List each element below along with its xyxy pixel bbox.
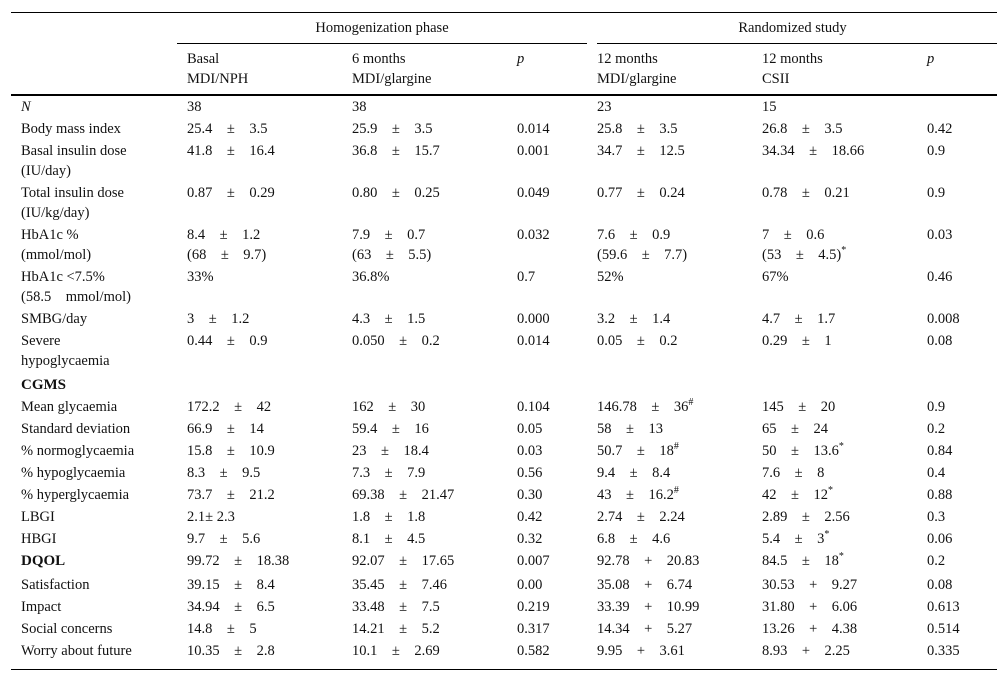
- table-cell: [762, 141, 864, 161]
- table-cell: [187, 507, 235, 527]
- table-cell-value: 43 ± 16.2: [597, 487, 674, 503]
- table-cell-value: 0.2: [927, 421, 946, 437]
- table-cell: [762, 463, 824, 483]
- table-cell-value: 0.56: [517, 465, 543, 481]
- table-cell-value: 23: [597, 99, 612, 115]
- table-cell-value: 33.48 ± 7.5: [352, 599, 440, 615]
- table-cell: [352, 141, 440, 161]
- table-cell-value: 0.335: [927, 643, 960, 659]
- table-cell: [927, 419, 945, 439]
- table-cell-value: 0.000: [517, 311, 550, 327]
- table-cell-value: 7.6 ± 8: [762, 465, 825, 481]
- table-cell: [597, 641, 685, 661]
- table-cell: [762, 641, 850, 661]
- table-cell: [597, 309, 670, 329]
- table-cell: [762, 245, 846, 265]
- row-label: SMBG/day: [21, 311, 88, 327]
- row-label: N: [21, 99, 31, 115]
- header-bottom-rule: [11, 94, 997, 96]
- footnote-marker: *: [841, 245, 847, 257]
- table-cell-value: 59.4 ± 16: [352, 421, 429, 437]
- table-cell-value: 34.94 ± 6.5: [187, 599, 275, 615]
- row-label: Severe: [21, 333, 61, 349]
- table-cell: [927, 141, 945, 161]
- table-cell: [927, 641, 960, 661]
- table-cell-value: 52%: [597, 269, 624, 285]
- table-cell: [597, 551, 699, 571]
- table-cell: [517, 419, 542, 439]
- footnote-marker: #: [673, 441, 679, 453]
- table-cell: [927, 267, 952, 287]
- table-cell: [352, 529, 425, 549]
- table-cell: [927, 575, 952, 595]
- table-cell-value: 15.8 ± 10.9: [187, 443, 275, 459]
- table-cell: [597, 245, 687, 265]
- table-cell: [352, 309, 425, 329]
- table-cell-value: 0.9: [927, 143, 946, 159]
- table-cell-value: 30.53 + 9.27: [762, 577, 858, 593]
- row-label: Standard deviation: [21, 421, 131, 437]
- table-cell: [517, 441, 542, 461]
- table-cell-value: 34.34 ± 18.66: [762, 143, 865, 159]
- table-cell: [187, 245, 266, 265]
- table-cell: [187, 529, 260, 549]
- column-header-4-line1: 12 months: [597, 51, 658, 67]
- row-label: (IU/day): [21, 163, 71, 179]
- table-bottom-rule: [11, 669, 997, 670]
- table-cell-value: 7.6 ± 0.9: [597, 227, 671, 243]
- table-cell: [597, 141, 685, 161]
- row-label: % hypoglycaemia: [21, 465, 126, 481]
- table-cell-value: 35.45 ± 7.46: [352, 577, 447, 593]
- table-cell: [597, 485, 679, 505]
- table-cell-value: 6.8 ± 4.6: [597, 531, 671, 547]
- table-cell-value: 0.008: [927, 311, 960, 327]
- row-label: hypoglycaemia: [21, 353, 110, 369]
- table-cell-value: 14.34 + 5.27: [597, 621, 693, 637]
- table-cell-value: 0.514: [927, 621, 960, 637]
- row-label: Impact: [21, 599, 62, 615]
- table-cell: [517, 397, 550, 417]
- table-cell: [597, 267, 624, 287]
- table-cell-value: 10.35 ± 2.8: [187, 643, 275, 659]
- table-cell: [352, 245, 431, 265]
- table-cell: [927, 485, 952, 505]
- table-cell: [187, 597, 275, 617]
- column-header-1-line2: MDI/NPH: [187, 71, 249, 87]
- table-cell-value: 0.4: [927, 465, 946, 481]
- table-cell: [762, 485, 833, 505]
- row-label: HbA1c %: [21, 227, 79, 243]
- table-cell-value: 0.104: [517, 399, 550, 415]
- row-label: Body mass index: [21, 121, 121, 137]
- table-cell: [762, 507, 850, 527]
- row-label: Mean glycaemia: [21, 399, 118, 415]
- table-cell-value: 7 ± 0.6: [762, 227, 825, 243]
- table-cell: [762, 225, 824, 245]
- row-label: CGMS: [21, 377, 66, 393]
- table-cell-value: (68 ± 9.7): [187, 247, 267, 263]
- table-cell-value: 0.42: [927, 121, 953, 137]
- table-cell: [352, 619, 440, 639]
- group-rule-randomized: [597, 43, 997, 44]
- table-cell-value: 8.1 ± 4.5: [352, 531, 426, 547]
- table-cell-value: 10.1 ± 2.69: [352, 643, 440, 659]
- table-cell: [762, 331, 832, 351]
- table-cell: [927, 597, 960, 617]
- footnote-marker: *: [838, 441, 844, 453]
- table-cell-value: 0.32: [517, 531, 543, 547]
- table-cell: [762, 183, 850, 203]
- table-top-rule: [11, 12, 997, 13]
- table-cell: [187, 119, 267, 139]
- table-cell-value: 0.84: [927, 443, 953, 459]
- table-cell-value: 0.03: [517, 443, 543, 459]
- table-cell-value: 9.95 + 3.61: [597, 643, 685, 659]
- table-cell-value: 4.3 ± 1.5: [352, 311, 426, 327]
- table-cell: [517, 619, 550, 639]
- table-cell-value: 0.9: [927, 399, 946, 415]
- column-header-5-line2: CSII: [762, 71, 790, 87]
- table-cell-value: 0.2: [927, 553, 946, 569]
- table-cell: [762, 97, 777, 117]
- row-label: Satisfaction: [21, 577, 90, 593]
- table-cell: [517, 267, 535, 287]
- table-cell-value: 0.05 ± 0.2: [597, 333, 678, 349]
- table-cell-value: 66.9 ± 14: [187, 421, 264, 437]
- table-cell: [187, 419, 264, 439]
- table-cell: [762, 397, 835, 417]
- footnote-marker: *: [824, 529, 830, 541]
- table-cell-value: 0.03: [927, 227, 953, 243]
- table-cell: [597, 507, 685, 527]
- table-cell-value: 99.72 ± 18.38: [187, 553, 290, 569]
- column-header-2-line2: MDI/glargine: [352, 71, 432, 87]
- table-cell-value: 2.89 ± 2.56: [762, 509, 850, 525]
- table-cell: [517, 331, 550, 351]
- table-cell-value: 0.014: [517, 333, 550, 349]
- table-cell: [597, 331, 677, 351]
- table-cell: [597, 529, 670, 549]
- table-cell: [762, 575, 857, 595]
- row-label: Basal insulin dose: [21, 143, 127, 159]
- row-label: Social concerns: [21, 621, 113, 637]
- table-cell: [927, 309, 960, 329]
- row-label: (mmol/mol): [21, 247, 92, 263]
- table-cell: [352, 463, 425, 483]
- table-cell: [762, 597, 857, 617]
- table-cell-value: 23 ± 18.4: [352, 443, 429, 459]
- table-cell-value: 25.4 ± 3.5: [187, 121, 268, 137]
- table-cell: [517, 183, 550, 203]
- table-cell-value: 8.4 ± 1.2: [187, 227, 261, 243]
- table-cell-value: 50 ± 13.6: [762, 443, 839, 459]
- column-header-6-line1: p: [927, 51, 935, 67]
- table-cell-value: 33.39 + 10.99: [597, 599, 700, 615]
- table-cell: [352, 331, 440, 351]
- column-header-1-line1: Basal: [187, 51, 220, 67]
- table-cell: [517, 597, 550, 617]
- table-cell: [927, 529, 952, 549]
- table-cell-value: 84.5 ± 18: [762, 553, 839, 569]
- row-label: (IU/kg/day): [21, 205, 90, 221]
- table-cell-value: 8.3 ± 9.5: [187, 465, 261, 481]
- table-cell-value: 2.74 ± 2.24: [597, 509, 685, 525]
- table-cell: [187, 485, 275, 505]
- table-cell: [762, 119, 842, 139]
- table-cell: [187, 619, 257, 639]
- table-cell-value: 25.9 ± 3.5: [352, 121, 433, 137]
- table-cell-value: 65 ± 24: [762, 421, 828, 437]
- table-cell-value: 38: [187, 99, 202, 115]
- table-cell: [927, 463, 945, 483]
- table-cell-value: 36.8 ± 15.7: [352, 143, 440, 159]
- table-cell-value: 58 ± 13: [597, 421, 663, 437]
- table-cell: [517, 309, 550, 329]
- table-cell: [762, 267, 789, 287]
- table-cell-value: 0.014: [517, 121, 550, 137]
- row-label: % normoglycaemia: [21, 443, 135, 459]
- table-cell-value: 0.08: [927, 333, 953, 349]
- table-cell: [187, 551, 289, 571]
- table-cell-value: 0.06: [927, 531, 953, 547]
- table-cell: [352, 575, 447, 595]
- row-label: HBGI: [21, 531, 57, 547]
- table-cell-value: 26.8 ± 3.5: [762, 121, 843, 137]
- table-cell-value: 7.9 ± 0.7: [352, 227, 426, 243]
- table-cell: [597, 419, 663, 439]
- table-cell-value: 145 ± 20: [762, 399, 836, 415]
- table-cell-value: 2.1± 2.3: [187, 509, 235, 525]
- table-cell: [187, 309, 249, 329]
- table-cell-value: 14.21 ± 5.2: [352, 621, 440, 637]
- table-cell: [517, 551, 550, 571]
- table-cell-value: 14.8 ± 5: [187, 621, 257, 637]
- table-cell-value: 0.77 ± 0.24: [597, 185, 685, 201]
- table-cell-value: 0.30: [517, 487, 543, 503]
- table-cell-value: 7.3 ± 7.9: [352, 465, 426, 481]
- table-cell-value: 0.049: [517, 185, 550, 201]
- table-cell: [927, 551, 945, 571]
- table-cell: [762, 529, 829, 549]
- table-cell: [597, 441, 679, 461]
- table-cell-value: 92.78 + 20.83: [597, 553, 700, 569]
- table-cell: [517, 463, 542, 483]
- column-header-5-line1: 12 months: [762, 51, 823, 67]
- table-cell-value: 0.582: [517, 643, 550, 659]
- footnote-marker: *: [827, 485, 833, 497]
- row-label: (58.5 mmol/mol): [21, 289, 131, 305]
- table-cell: [517, 225, 550, 245]
- table-cell: [927, 225, 952, 245]
- table-cell-value: 0.219: [517, 599, 550, 615]
- table-cell-value: 42 ± 12: [762, 487, 828, 503]
- table-cell-value: 0.032: [517, 227, 550, 243]
- table-cell-value: 0.29 ± 1: [762, 333, 832, 349]
- table-cell-value: 0.001: [517, 143, 550, 159]
- column-header-2-line1: 6 months: [352, 51, 406, 67]
- table-cell-value: (59.6 ± 7.7): [597, 247, 688, 263]
- table-cell-value: 41.8 ± 16.4: [187, 143, 275, 159]
- row-label: DQOL: [21, 553, 66, 569]
- table-cell: [352, 507, 425, 527]
- table-cell-value: (63 ± 5.5): [352, 247, 432, 263]
- table-cell: [187, 225, 260, 245]
- table-cell: [517, 575, 542, 595]
- table-cell: [352, 419, 429, 439]
- table-cell: [762, 419, 828, 439]
- table-cell: [762, 309, 835, 329]
- table-cell-value: 13.26 + 4.38: [762, 621, 858, 637]
- table-cell: [187, 97, 202, 117]
- table-cell: [517, 119, 550, 139]
- table-cell-value: 38: [352, 99, 367, 115]
- table-cell-value: 0.317: [517, 621, 550, 637]
- table-cell-value: 0.08: [927, 577, 953, 593]
- table-cell: [927, 183, 945, 203]
- table-cell: [927, 119, 952, 139]
- table-cell: [597, 575, 692, 595]
- column-header-4-line2: MDI/glargine: [597, 71, 677, 87]
- table-cell-value: 0.87 ± 0.29: [187, 185, 275, 201]
- table-cell: [352, 119, 432, 139]
- footnote-marker: #: [688, 397, 694, 409]
- table-cell: [187, 463, 260, 483]
- table-cell: [352, 97, 367, 117]
- table-cell: [517, 485, 542, 505]
- table-cell-value: 146.78 ± 36: [597, 399, 689, 415]
- table-cell: [352, 225, 425, 245]
- table-cell: [187, 141, 275, 161]
- group-header-homogenization: Homogenization phase: [315, 20, 449, 36]
- table-cell: [597, 97, 612, 117]
- table-cell-value: 73.7 ± 21.2: [187, 487, 275, 503]
- table-cell-value: 0.3: [927, 509, 946, 525]
- table-cell-value: 0.7: [517, 269, 536, 285]
- table-cell-value: 0.007: [517, 553, 550, 569]
- row-label: Total insulin dose: [21, 185, 124, 201]
- table-cell-value: 3.2 ± 1.4: [597, 311, 671, 327]
- table-cell-value: 39.15 ± 8.4: [187, 577, 275, 593]
- table-cell-value: 34.7 ± 12.5: [597, 143, 685, 159]
- table-cell: [352, 485, 454, 505]
- table-cell-value: 0.88: [927, 487, 953, 503]
- table-cell: [187, 641, 275, 661]
- table-cell-value: 0.9: [927, 185, 946, 201]
- row-label: LBGI: [21, 509, 55, 525]
- table-cell: [762, 551, 844, 571]
- table-cell-value: 4.7 ± 1.7: [762, 311, 836, 327]
- table-cell: [187, 441, 275, 461]
- table-cell: [597, 119, 677, 139]
- table-cell: [597, 463, 670, 483]
- table-cell-value: 67%: [762, 269, 789, 285]
- table-cell: [517, 141, 550, 161]
- group-rule-homogenization: [177, 43, 587, 44]
- table-cell-value: 5.4 ± 3: [762, 531, 825, 547]
- table-cell: [597, 597, 699, 617]
- table-cell-value: 3 ± 1.2: [187, 311, 250, 327]
- table-cell: [597, 619, 692, 639]
- table-cell-value: 9.7 ± 5.6: [187, 531, 261, 547]
- table-cell-value: (53 ± 4.5): [762, 247, 842, 263]
- table-cell: [927, 619, 960, 639]
- table-cell: [927, 397, 945, 417]
- table-cell-value: 8.93 + 2.25: [762, 643, 850, 659]
- table-cell: [352, 597, 440, 617]
- table-cell-value: 69.38 ± 21.47: [352, 487, 455, 503]
- table-cell-value: 15: [762, 99, 777, 115]
- table-cell-value: 0.00: [517, 577, 543, 593]
- table-cell: [352, 183, 440, 203]
- table-cell-value: 33%: [187, 269, 214, 285]
- table-cell-value: 50.7 ± 18: [597, 443, 674, 459]
- table-cell-value: 92.07 ± 17.65: [352, 553, 455, 569]
- table-cell-value: 172.2 ± 42: [187, 399, 272, 415]
- table-cell: [187, 331, 267, 351]
- table-cell: [352, 397, 425, 417]
- table-cell: [927, 441, 952, 461]
- table-cell: [517, 641, 550, 661]
- table-cell-value: 36.8%: [352, 269, 390, 285]
- table-cell-value: 0.80 ± 0.25: [352, 185, 440, 201]
- table-cell: [762, 619, 857, 639]
- group-header-randomized: Randomized study: [738, 20, 847, 36]
- table-cell: [187, 397, 271, 417]
- table-cell-value: 9.4 ± 8.4: [597, 465, 671, 481]
- table-cell: [597, 397, 693, 417]
- footnote-marker: *: [838, 551, 844, 563]
- table-cell: [187, 575, 275, 595]
- row-label: Worry about future: [21, 643, 132, 659]
- table-cell: [927, 331, 952, 351]
- table-cell: [352, 551, 454, 571]
- table-cell-value: 0.05: [517, 421, 543, 437]
- table-cell: [352, 267, 389, 287]
- table-cell-value: 0.42: [517, 509, 543, 525]
- table-cell-value: 31.80 + 6.06: [762, 599, 858, 615]
- table-cell-value: 25.8 ± 3.5: [597, 121, 678, 137]
- table-cell-value: 1.8 ± 1.8: [352, 509, 426, 525]
- table-cell: [517, 529, 542, 549]
- table-cell: [597, 183, 685, 203]
- table-cell: [517, 507, 542, 527]
- table-cell: [187, 183, 275, 203]
- table-cell-value: 0.44 ± 0.9: [187, 333, 268, 349]
- table-cell: [352, 641, 440, 661]
- row-label: % hyperglycaemia: [21, 487, 130, 503]
- table-cell: [762, 441, 844, 461]
- table-cell-value: 0.46: [927, 269, 953, 285]
- footnote-marker: #: [673, 485, 679, 497]
- row-label: HbA1c <7.5%: [21, 269, 105, 285]
- table-cell-value: 0.78 ± 0.21: [762, 185, 850, 201]
- column-header-3-line1: p: [517, 51, 525, 67]
- table-cell-value: 0.613: [927, 599, 960, 615]
- table-cell-value: 162 ± 30: [352, 399, 426, 415]
- table-cell: [927, 507, 945, 527]
- table-cell: [187, 267, 214, 287]
- table-cell-value: 35.08 + 6.74: [597, 577, 693, 593]
- table-cell: [352, 441, 429, 461]
- table-cell: [597, 225, 670, 245]
- table-cell-value: 0.050 ± 0.2: [352, 333, 440, 349]
